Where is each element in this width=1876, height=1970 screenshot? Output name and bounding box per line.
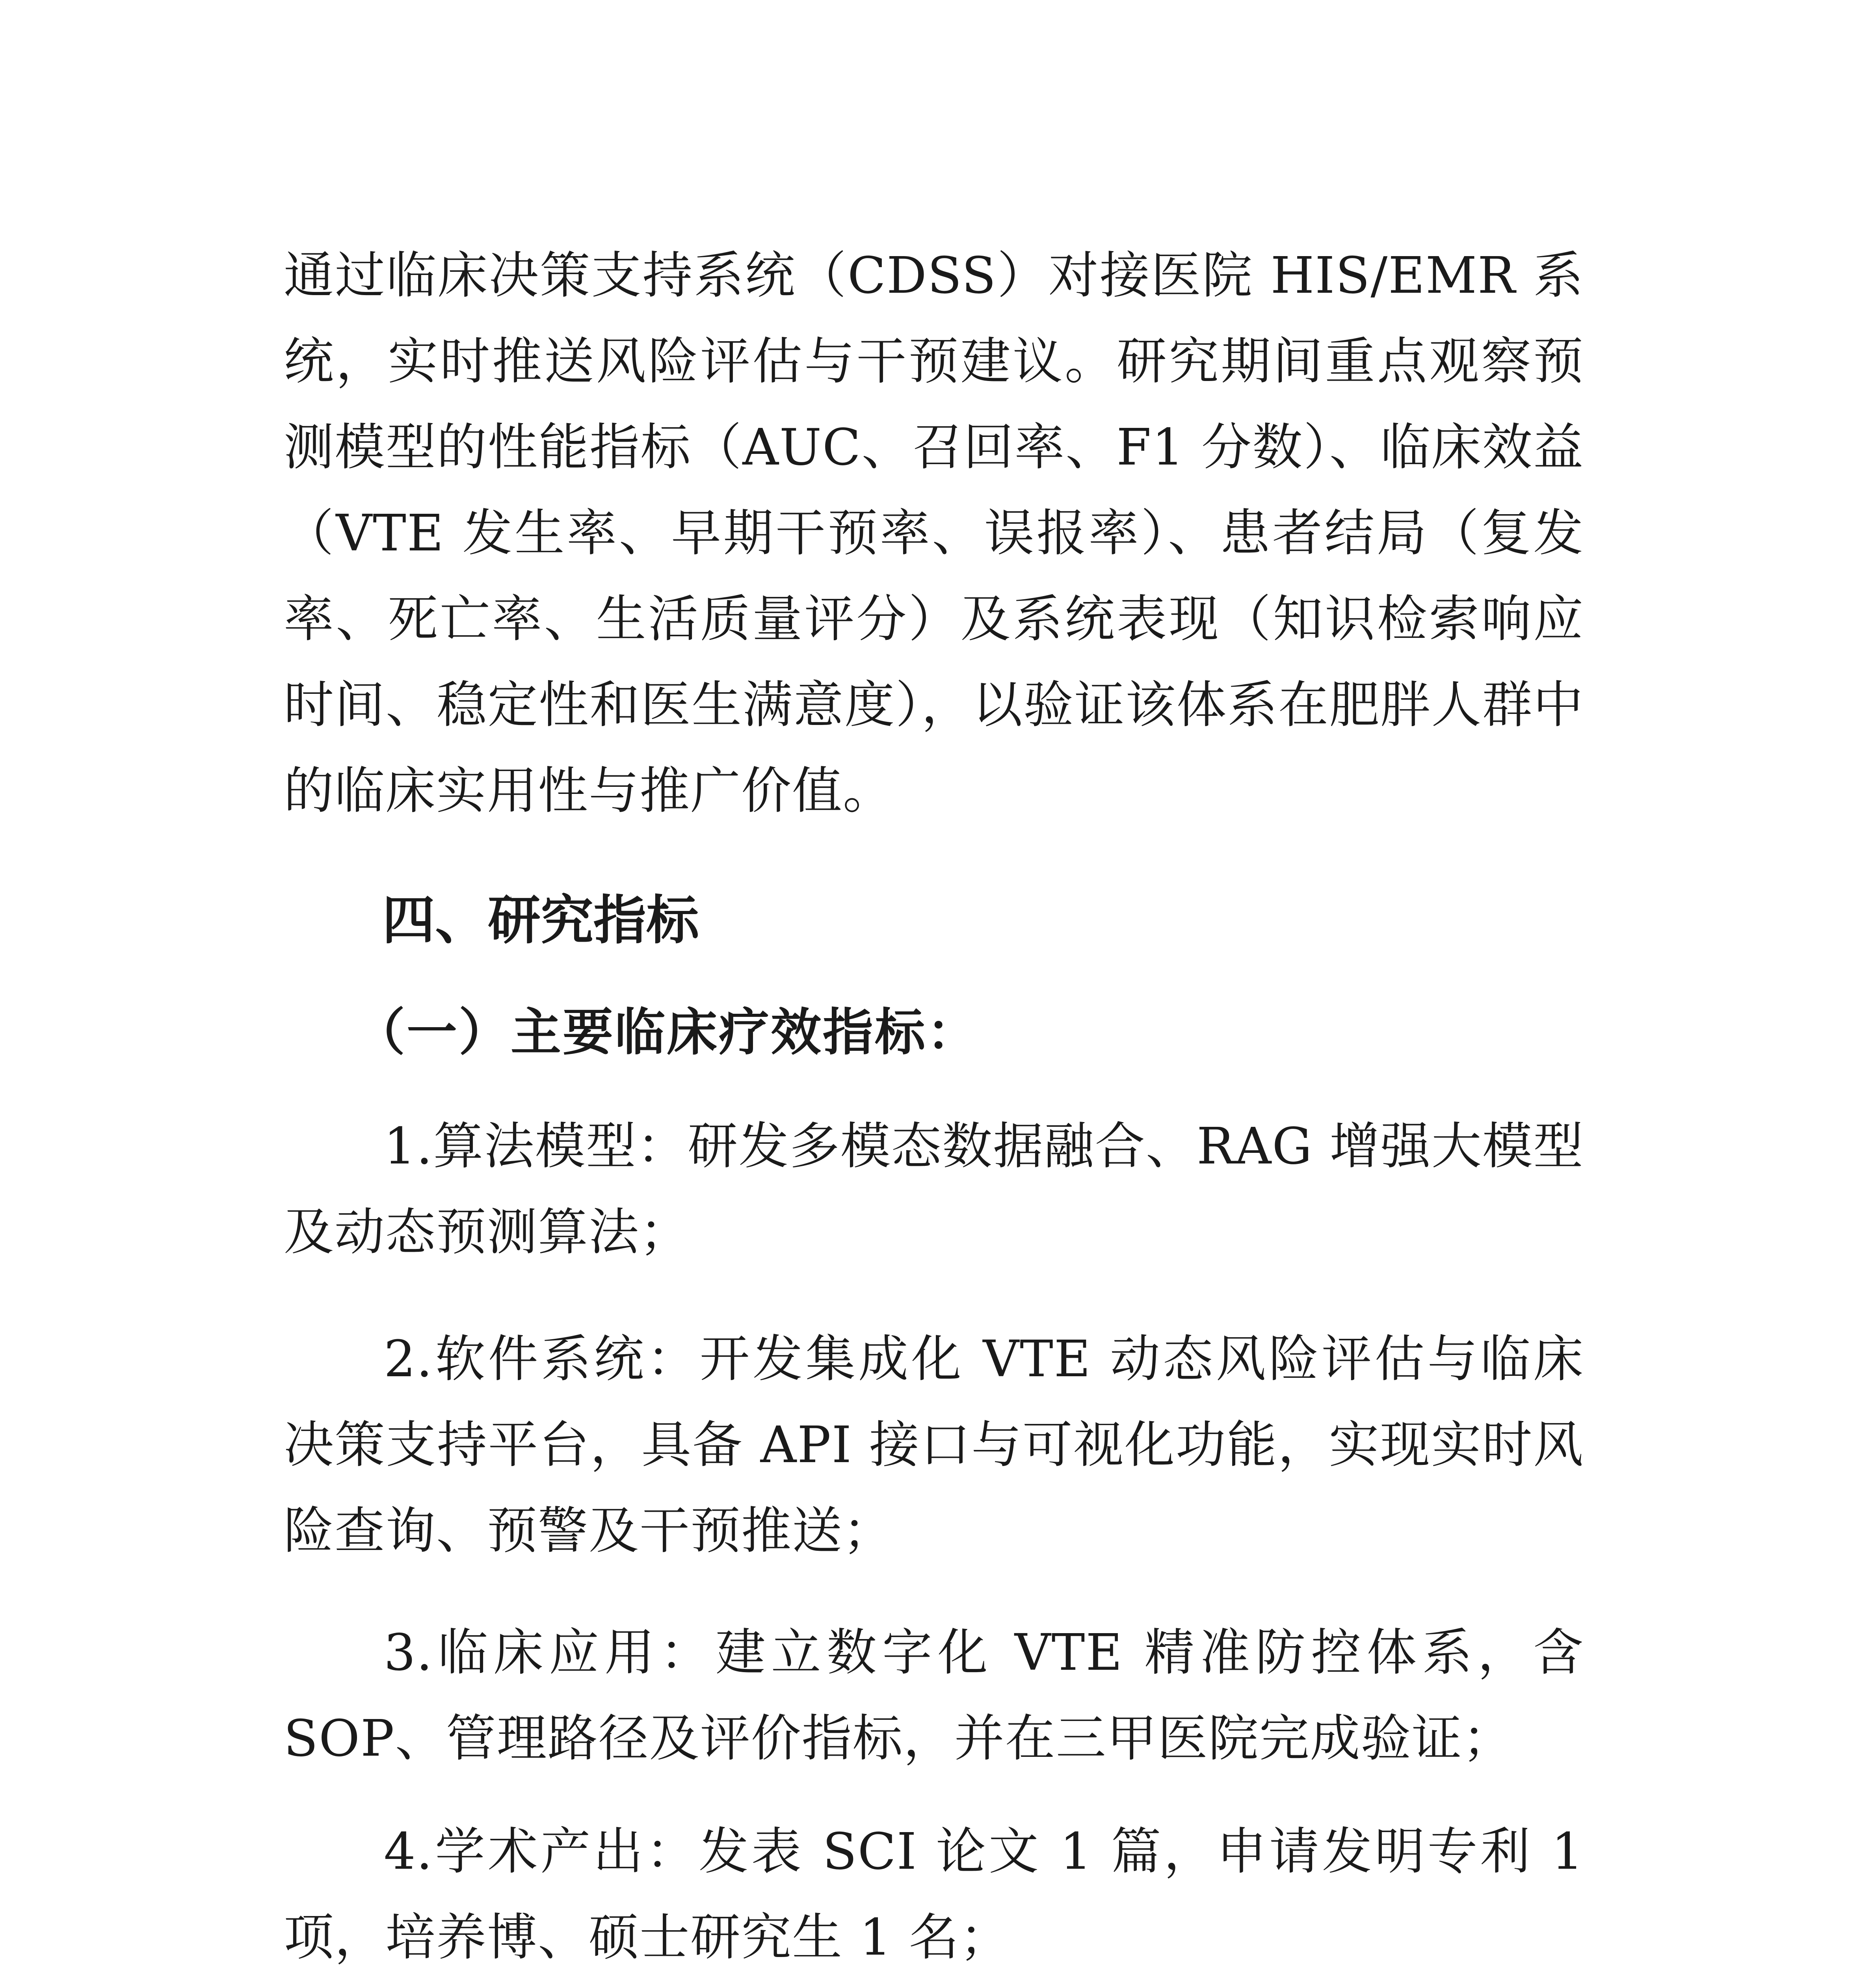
section-4-subheading: （一）主要临床疗效指标： bbox=[355, 1003, 979, 1062]
indicator-item-1: 1.算法模型：研发多模态数据融合、RAG 增强大模型及动态预测算法； bbox=[284, 1117, 1584, 1261]
indicator-item-2: 2.软件系统：开发集成化 VTE 动态风险评估与临床决策支持平台，具备 API 接口与可视化功能，实现实时风险查询、预警及干预推送； bbox=[284, 1330, 1584, 1560]
indicator-item-3: 3.临床应用：建立数字化 VTE 精准防控体系，含 SOP、管理路径及评价指标，并在三甲医院完成验证； bbox=[284, 1623, 1584, 1767]
section-4-heading: 四、研究指标 bbox=[382, 889, 699, 951]
intro-paragraph: 通过临床决策支持系统（CDSS）对接医院 HIS/EMR 系统，实时推送风险评估与干预建议。研究期间重点观察预测模型的性能指标（AUC、召回率、F1 分数）、临床效益（VTE 发生率、早期干预率、误报率）、患者结局（复发率、死亡率、生活质量评分）及系统表现（知识检索响应时间、稳定性和医生满意度），以验证该体系在肥胖人群中的临床实用性与推广价值。 bbox=[284, 246, 1584, 820]
indicator-item-4: 4.学术产出：发表 SCI 论文 1 篇，申请发明专利 1 项，培养博、硕士研究生 1 名； bbox=[284, 1822, 1584, 1966]
